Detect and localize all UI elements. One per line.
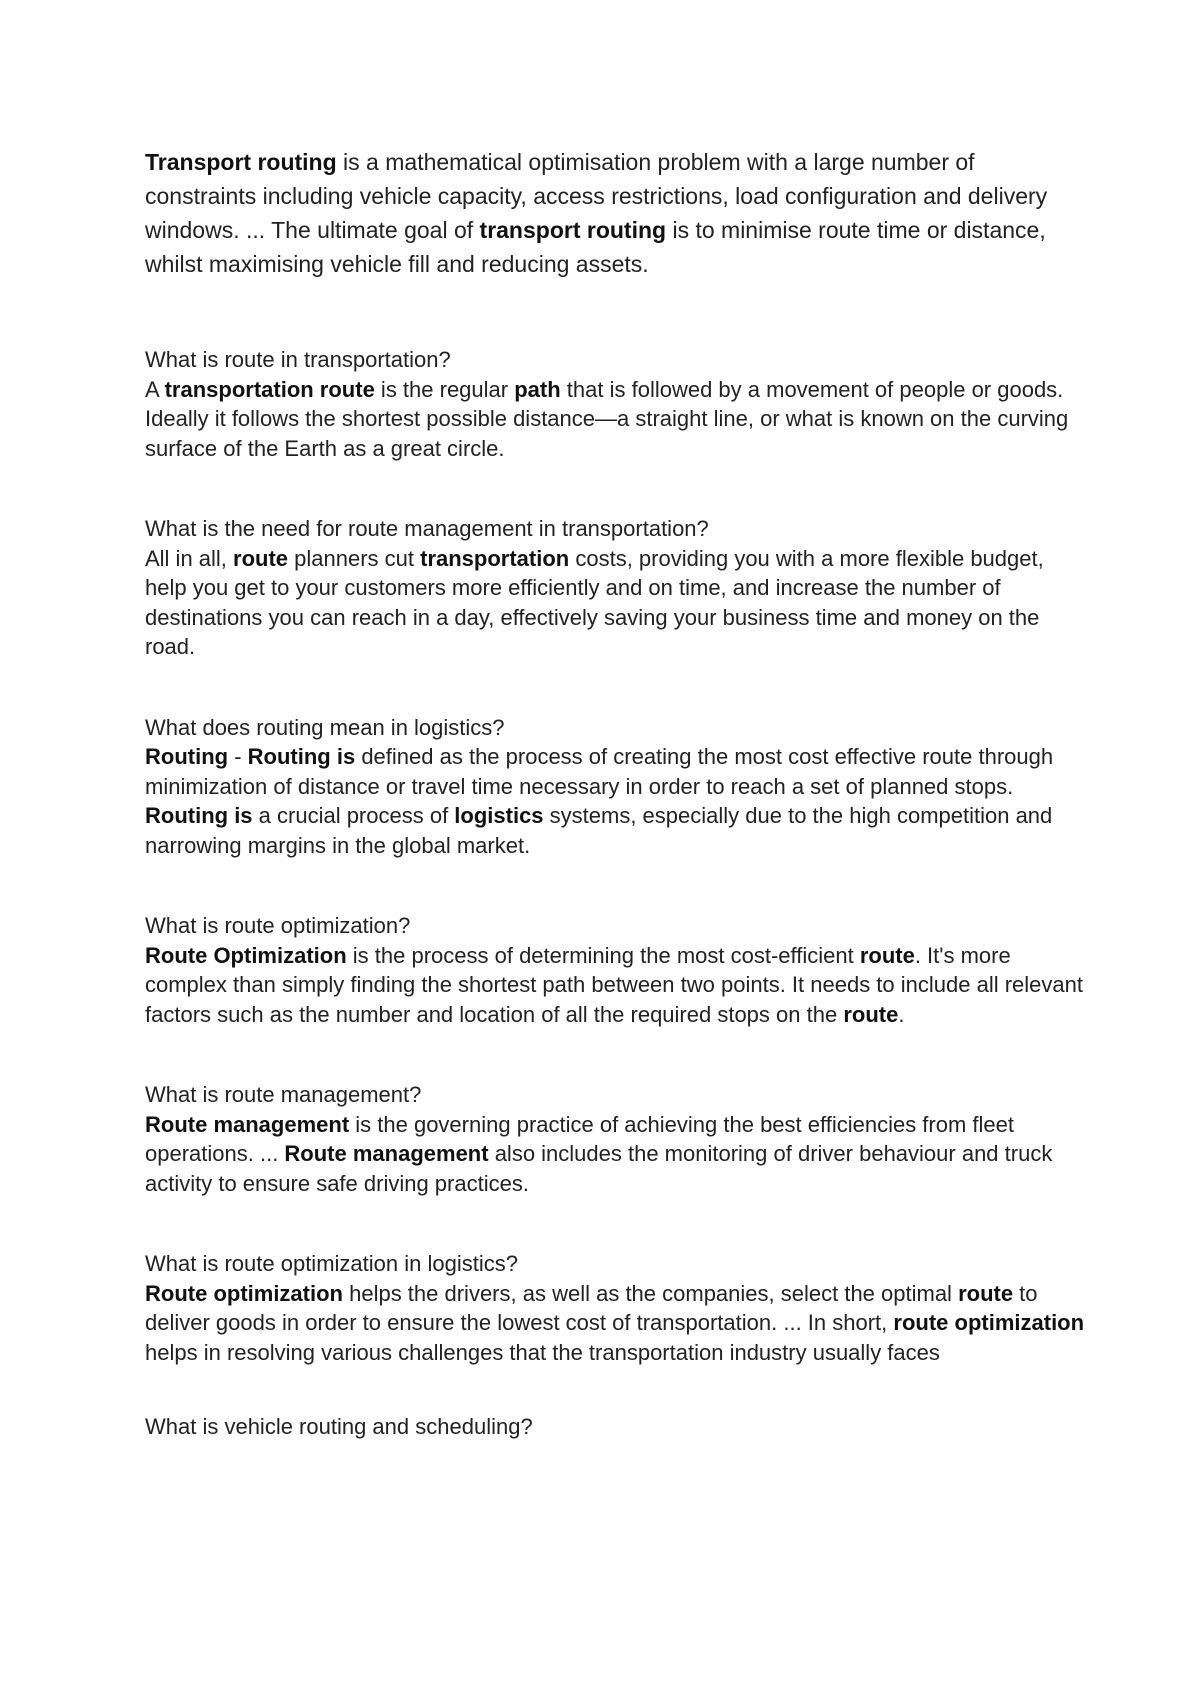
text-run: a crucial process of [252,803,455,828]
text-run: that is followed by a movement of people or goods. Ideally it follows the shortest possible distance—a straight line, or what is known on the curving surface of the Earth as a great circle. [145,376,1069,461]
bold-term: route [233,545,289,571]
document-body [145,145,1085,1442]
question-heading: What is route in transportation? [145,347,451,372]
bold-term: transportation route [164,376,375,402]
text-run: defined as the process of creating the most cost effective route through minimization of distance or travel time necessary in order to reach a set of planned stops. [145,744,1054,799]
qa-section-route-optimization-logistics [145,1249,1085,1367]
answer-paragraph [145,742,1085,860]
answer-paragraph [145,941,1085,1030]
question-heading: What is vehicle routing and scheduling? [145,1414,533,1439]
question-heading: What is route optimization? [145,913,411,938]
text-run: costs, providing you with a more flexible budget, help you get to your customers more efficiently and on time, and increase the number of destinations you can reach in a day, effectively saving your business time and money on the road. [145,545,1044,659]
text-run: also includes the monitoring of driver behaviour and truck activity to ensure safe driving practices. [145,1141,1053,1196]
qa-section-routing-in-logistics [145,713,1085,861]
bold-term: route [958,1280,1014,1306]
question-heading: What is route optimization in logistics? [145,1251,518,1276]
qa-section-vehicle-routing [145,1412,1085,1442]
answer-paragraph [145,544,1085,662]
bold-term: Transport routing [145,149,337,175]
text-run: helps the drivers, as well as the companies, select the optimal [342,1280,959,1306]
text-run: - [228,744,248,769]
text-run: . It's more complex than simply finding the shortest path between two points. It needs to include all relevant factors such as the number and location of all the required stops on the [145,942,1083,1027]
text-run: systems, especially due to the high competition and narrowing margins in the global market. [145,803,1053,858]
bold-term: Route management [145,1111,350,1137]
question-heading: What is the need for route management in transportation? [145,516,709,541]
text-run: helps in resolving various challenges that the transportation industry usually faces [145,1339,940,1365]
answer-paragraph [145,1279,1085,1368]
bold-term: Route optimization [145,1280,343,1306]
text-run: is the governing practice of achieving the best efficiencies from fleet operations. ... [145,1111,1015,1166]
answer-paragraph [145,375,1085,464]
qa-section-route-in-transportation [145,345,1085,463]
qa-section-route-optimization [145,911,1085,1029]
bold-term: Route management [284,1141,489,1166]
bold-term: logistics [454,803,544,828]
bold-term: Routing [145,744,229,769]
text-run: is the regular [374,376,515,402]
bold-term: Routing is [145,803,253,828]
question-heading: What is route management? [145,1082,422,1107]
text-run: is a mathematical optimisation problem with a large number of constraints including vehicle capacity, access restrictions, load configuration and delivery windows. ... The ultimate goal of [145,149,1048,243]
bold-term: route [843,1001,899,1027]
bold-term: route optimization [893,1310,1085,1335]
text-run: All in all, [145,545,234,571]
qa-section-route-management-need [145,514,1085,662]
bold-term: transportation [420,545,570,571]
answer-paragraph [145,1110,1085,1199]
bold-term: transport routing [479,217,667,243]
qa-section-route-management [145,1080,1085,1198]
text-run: to deliver goods in order to ensure the lowest cost of transportation. ... In short, [145,1280,1038,1335]
bold-term: path [514,376,561,402]
question-heading: What does routing mean in logistics? [145,714,505,740]
text-run: . [898,1001,905,1027]
text-run: is the process of determining the most cost-efficient [346,942,860,968]
text-run: planners cut [288,545,421,571]
bold-term: Routing is [247,744,356,769]
text-run: is to minimise route time or distance, whilst maximising vehicle fill and reducing assets. [145,217,1046,277]
text-run: A [145,376,165,402]
intro-paragraph [145,145,1085,281]
bold-term: Route Optimization [145,942,347,968]
bold-term: route [859,942,915,968]
